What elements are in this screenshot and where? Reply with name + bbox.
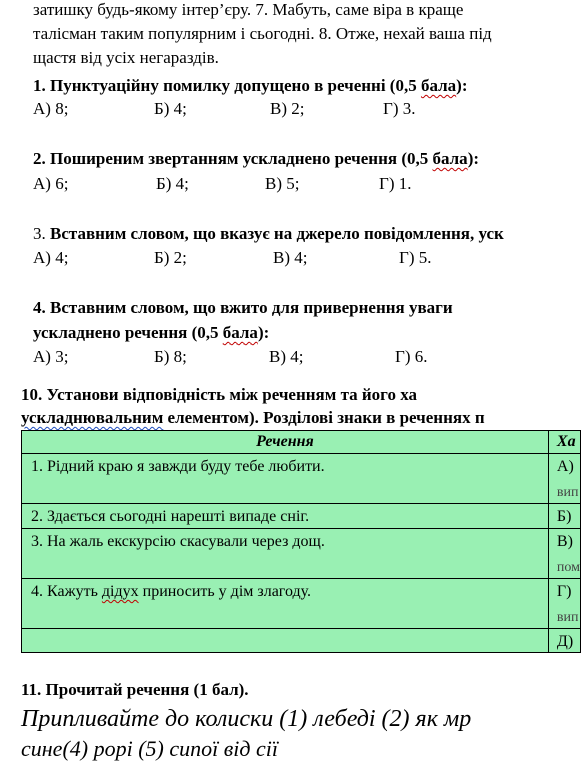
sentence-4-text-a: 4. Кажуть bbox=[31, 583, 102, 600]
q1-title-end: ): bbox=[456, 76, 468, 95]
sentence-cell-3: 3. На жаль екскурсію скасували через дощ. bbox=[22, 529, 549, 579]
q3-title-text: Вставним словом, що вказує на джерело повідомлення, уск bbox=[50, 224, 504, 243]
q1-title bbox=[33, 76, 467, 96]
q4-option-b[interactable]: Б) 8; bbox=[154, 347, 187, 366]
table-header-row bbox=[22, 431, 581, 454]
q1-options bbox=[33, 99, 573, 119]
q2-option-d[interactable]: Г) 1. bbox=[379, 174, 412, 193]
q3-title bbox=[33, 224, 504, 244]
answer-label-d: Г) bbox=[556, 583, 572, 600]
q4-option-a[interactable]: А) 3; bbox=[33, 347, 69, 366]
q10-title-text: елементом). Розділові знаки в реченнях п bbox=[163, 408, 485, 427]
intro-line-1: затишку будь-якому інтер’єру. 7. Мабуть, саме віра в краще bbox=[33, 0, 464, 19]
table-row bbox=[22, 454, 581, 504]
q2-option-b[interactable]: Б) 4; bbox=[156, 174, 189, 193]
q3-option-a[interactable]: А) 4; bbox=[33, 248, 69, 267]
sentence-4-spell: дідух bbox=[101, 583, 139, 600]
q3-option-c[interactable]: В) 4; bbox=[273, 248, 308, 267]
q10-title-line-2 bbox=[21, 408, 485, 428]
table-row bbox=[22, 504, 581, 529]
q4-option-c[interactable]: В) 4; bbox=[269, 347, 304, 366]
q4-options bbox=[33, 347, 573, 367]
q1-title-text: 1. Пунктуаційну помилку допущено в реченні (0,5 bbox=[33, 76, 421, 95]
q3-option-d[interactable]: Г) 5. bbox=[399, 248, 432, 267]
header-characteristic: Ха bbox=[548, 431, 580, 454]
answer-cell-b: Б) bbox=[548, 504, 580, 529]
answer-cell-a bbox=[548, 454, 580, 504]
answer-sub-c: пом bbox=[556, 560, 580, 575]
q10-title-spell: ускладнювальним bbox=[21, 408, 164, 427]
q1-option-a[interactable]: А) 8; bbox=[33, 99, 69, 118]
q1-option-c[interactable]: В) 2; bbox=[270, 99, 305, 118]
q1-option-d[interactable]: Г) 3. bbox=[383, 99, 416, 118]
table-row bbox=[22, 579, 581, 629]
answer-sub-d: вип bbox=[556, 610, 579, 625]
q11-sentence: Припливайте до колиски (1) лебеді (2) як мр bbox=[21, 706, 472, 732]
q3-option-b[interactable]: Б) 2; bbox=[154, 248, 187, 267]
q2-title-text: 2. Поширеним звертанням ускладнено речення (0,5 bbox=[33, 149, 433, 168]
q3-number: 3. bbox=[33, 224, 50, 243]
q11-title: 11. Прочитай речення (1 бал). bbox=[21, 680, 249, 699]
sentence-cell-2: 2. Здається сьогодні нарешті випаде сніг. bbox=[22, 504, 549, 529]
table-row bbox=[22, 629, 581, 653]
sentence-cell-4 bbox=[22, 579, 549, 629]
answer-label-c: В) bbox=[556, 533, 573, 550]
sentence-cell-5 bbox=[22, 629, 549, 653]
q4-title-text: ускладнено речення (0,5 bbox=[33, 323, 223, 342]
intro-line-2: талісман таким популярним і сьогодні. 8. Отже, нехай ваша під bbox=[33, 24, 492, 43]
header-sentences: Речення bbox=[22, 431, 549, 454]
q1-option-b[interactable]: Б) 4; bbox=[154, 99, 187, 118]
table-row bbox=[22, 529, 581, 579]
matching-table bbox=[21, 430, 581, 653]
q4-title-line-1: 4. Вставним словом, що вжито для привернення уваги bbox=[33, 298, 453, 317]
intro-line-3: щастя від усіх негараздів. bbox=[33, 48, 219, 67]
answer-label-a: А) bbox=[556, 458, 574, 475]
answer-cell-d bbox=[548, 579, 580, 629]
q2-option-c[interactable]: В) 5; bbox=[265, 174, 300, 193]
q2-title-spell: бала bbox=[432, 149, 468, 168]
q2-option-a[interactable]: А) 6; bbox=[33, 174, 69, 193]
answer-cell-e: Д) bbox=[548, 629, 580, 653]
answer-cell-c bbox=[548, 529, 580, 579]
sentence-4-text-c: приносить у дім злагоду. bbox=[138, 583, 312, 600]
q10-title-line-1: 10. Установи відповідність між реченням та його ха bbox=[21, 385, 418, 404]
q11-sentence-cutoff: сине(4) рорі (5) сипої від сії bbox=[21, 736, 279, 761]
q2-title bbox=[33, 149, 479, 169]
q2-title-end: ): bbox=[467, 149, 480, 168]
q4-title-spell: бала bbox=[222, 323, 258, 342]
answer-sub-a: вип bbox=[556, 485, 579, 500]
q1-title-spell: бала bbox=[420, 76, 457, 95]
sentence-cell-1: 1. Рідний краю я завжди буду тебе любити. bbox=[22, 454, 549, 504]
q3-options bbox=[33, 248, 573, 268]
q4-option-d[interactable]: Г) 6. bbox=[395, 347, 428, 366]
q4-title-end: ): bbox=[257, 323, 270, 342]
q2-options bbox=[33, 174, 573, 194]
q4-title-line-2 bbox=[33, 323, 269, 343]
